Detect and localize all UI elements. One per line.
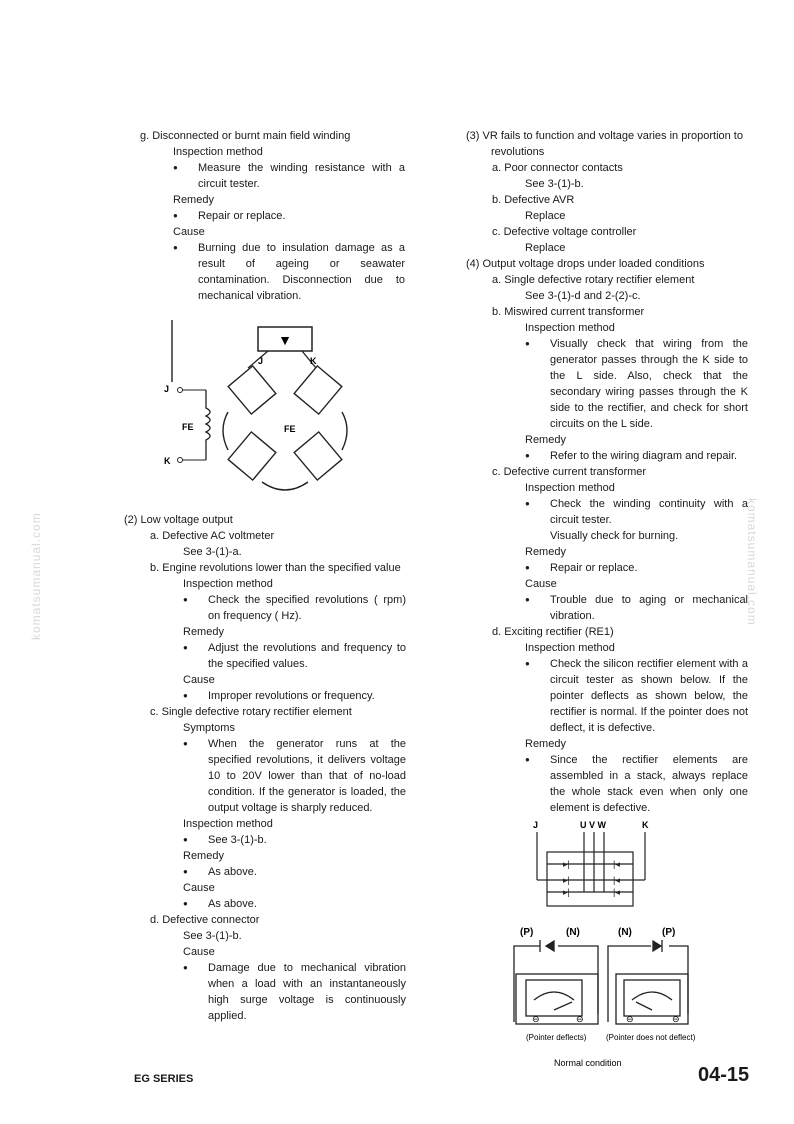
inspection-heading: Inspection method bbox=[173, 146, 263, 158]
label-uvw: U V W bbox=[580, 820, 606, 830]
item-a-title: a. Poor connector contacts bbox=[492, 162, 623, 174]
item-c4-title: c. Defective current transformer bbox=[492, 466, 647, 478]
label-p1: (P) bbox=[520, 927, 534, 938]
caption-deflects: (Pointer deflects) bbox=[526, 1033, 587, 1042]
svg-text:|◂: |◂ bbox=[613, 875, 620, 885]
item-a4-title: a. Single defective rotary rectifier element bbox=[492, 274, 695, 286]
svg-text:⊖: ⊖ bbox=[626, 1014, 634, 1024]
label-fe-left: FE bbox=[182, 422, 194, 432]
bullet: ● See 3-(1)-b. bbox=[183, 832, 406, 848]
label-j: J bbox=[258, 356, 264, 366]
bullet: ● Repair or replace. bbox=[173, 208, 405, 224]
inspection-heading: Inspection method bbox=[183, 818, 273, 830]
page-number: 04-15 bbox=[698, 1064, 750, 1086]
label-n2: (N) bbox=[618, 927, 632, 938]
cause-heading: Cause bbox=[173, 226, 205, 238]
bullet: ● Burning due to insulation damage as a result of ageing or seawater contamination. Disconnection due to mechanical vibration. bbox=[173, 240, 405, 304]
bullet: ● Measure the winding resistance with a circuit tester. bbox=[173, 160, 405, 192]
item-b-title: b. Defective AVR bbox=[492, 194, 575, 206]
inspection-heading: Inspection method bbox=[525, 482, 615, 494]
left-column bbox=[140, 128, 405, 304]
label-j-coil: J bbox=[164, 384, 170, 394]
item-c-title: c. Single defective rotary rectifier element bbox=[150, 706, 352, 718]
symptoms-heading: Symptoms bbox=[183, 722, 235, 734]
meter-test-diagram bbox=[506, 922, 696, 1074]
bullet: ● Repair or replace. bbox=[525, 560, 748, 576]
normal-condition-caption: Normal condition bbox=[554, 1058, 622, 1068]
svg-text:▸|: ▸| bbox=[563, 859, 570, 869]
bullet: ● Check the winding continuity with a circuit tester. bbox=[525, 496, 748, 528]
left-column-lower bbox=[124, 512, 406, 1024]
item-c-action: Replace bbox=[525, 242, 566, 254]
bullet: ● Improper revolutions or frequency. bbox=[183, 688, 406, 704]
watermark-right: komatsumanual.com bbox=[745, 498, 759, 626]
label-n1: (N) bbox=[566, 927, 580, 938]
bullet: ● When the generator runs at the specified revolutions, it delivers voltage 10 to 20V lower than that of no-load condition. If the generator is loaded, the output voltage is sharply reduced. bbox=[183, 736, 406, 816]
item-b-action: Replace bbox=[525, 210, 566, 222]
bullet: ● Adjust the revolutions and frequency to the specified values. bbox=[183, 640, 406, 672]
item-a4-ref: See 3-(1)-d and 2-(2)-c. bbox=[525, 290, 641, 302]
remedy-heading: Remedy bbox=[173, 194, 214, 206]
remedy-heading: Remedy bbox=[525, 434, 566, 446]
bullet: ● Visually check that wiring from the generator passes through the K side to the L side. Also, check that the secondary wiring passes through the K side to the rectifier, and check for short circuits on the L side. bbox=[525, 336, 748, 432]
rectifier-stack-diagram bbox=[525, 818, 655, 913]
cause-heading: Cause bbox=[183, 882, 215, 894]
bullet: ● Trouble due to aging or mechanical vibration. bbox=[525, 592, 748, 624]
svg-text:|◂: |◂ bbox=[613, 887, 620, 897]
inspection-heading: Inspection method bbox=[525, 322, 615, 334]
diode-symbol: ▼ bbox=[278, 332, 292, 348]
item-b-title: b. Engine revolutions lower than the specified value bbox=[150, 562, 401, 574]
item-a-ref: See 3-(1)-b. bbox=[525, 178, 584, 190]
svg-text:▸|: ▸| bbox=[563, 887, 570, 897]
label-k-coil: K bbox=[164, 456, 171, 466]
label-p2: (P) bbox=[662, 927, 676, 938]
bullet: ● As above. bbox=[183, 864, 406, 880]
series-label: EG SERIES bbox=[134, 1073, 194, 1085]
item-d-ref: See 3-(1)-b. bbox=[183, 930, 242, 942]
label-fe-mid: FE bbox=[284, 424, 296, 434]
cause-heading: Cause bbox=[183, 946, 215, 958]
item-a-ref: See 3-(1)-a. bbox=[183, 546, 242, 558]
right-column bbox=[466, 128, 748, 816]
bullet: ● Since the rectifier elements are assembled in a stack, always replace the whole stack even when only one element is defective. bbox=[525, 752, 748, 816]
label-j: J bbox=[533, 820, 539, 830]
remedy-heading: Remedy bbox=[183, 850, 224, 862]
svg-text:▸|: ▸| bbox=[563, 875, 570, 885]
svg-text:⊖: ⊖ bbox=[576, 1014, 584, 1024]
bullet: ● As above. bbox=[183, 896, 406, 912]
item-a-title: a. Defective AC voltmeter bbox=[150, 530, 275, 542]
bullet: ● Damage due to mechanical vibration when a load with an instantaneously high surge voltage is continuously applied. bbox=[183, 960, 406, 1024]
label-k: K bbox=[642, 820, 649, 830]
bullet: ● Check the silicon rectifier element with a circuit tester as shown below. If the pointer deflects as shown below, the rectifier is normal. If the pointer does not deflect, it is defective. bbox=[525, 656, 748, 736]
remedy-heading: Remedy bbox=[525, 738, 566, 750]
bullet: ● Refer to the wiring diagram and repair. bbox=[525, 448, 748, 464]
cause-heading: Cause bbox=[525, 578, 557, 590]
section-2-title: (2) Low voltage output bbox=[124, 514, 233, 526]
item-d-title: d. Defective connector bbox=[150, 914, 260, 926]
remedy-heading: Remedy bbox=[525, 546, 566, 558]
rectifier-bridge-diagram bbox=[158, 320, 358, 500]
label-k: K bbox=[310, 356, 317, 366]
svg-text:|◂: |◂ bbox=[613, 859, 620, 869]
inspection-heading: Inspection method bbox=[525, 642, 615, 654]
item-d4-title: d. Exciting rectifier (RE1) bbox=[492, 626, 614, 638]
item-g-title: g. Disconnected or burnt main field winding bbox=[140, 130, 351, 142]
caption-no-deflect: (Pointer does not deflect) bbox=[606, 1033, 696, 1042]
bullet-continuation: Visually check for burning. bbox=[550, 530, 679, 542]
svg-text:⊖: ⊖ bbox=[672, 1014, 680, 1024]
remedy-heading: Remedy bbox=[183, 626, 224, 638]
item-b4-title: b. Miswired current transformer bbox=[492, 306, 645, 318]
watermark-left: komatsumanual.com bbox=[29, 512, 43, 640]
item-c-title: c. Defective voltage controller bbox=[492, 226, 637, 238]
section-4-title: (4) Output voltage drops under loaded conditions bbox=[466, 258, 705, 270]
bullet: ● Check the specified revolutions ( rpm) on frequency ( Hz). bbox=[183, 592, 406, 624]
svg-text:⊖: ⊖ bbox=[532, 1014, 540, 1024]
section-3-title: (3) VR fails to function and voltage varies in proportion to revolutions bbox=[466, 130, 743, 158]
cause-heading: Cause bbox=[183, 674, 215, 686]
inspection-heading: Inspection method bbox=[183, 578, 273, 590]
